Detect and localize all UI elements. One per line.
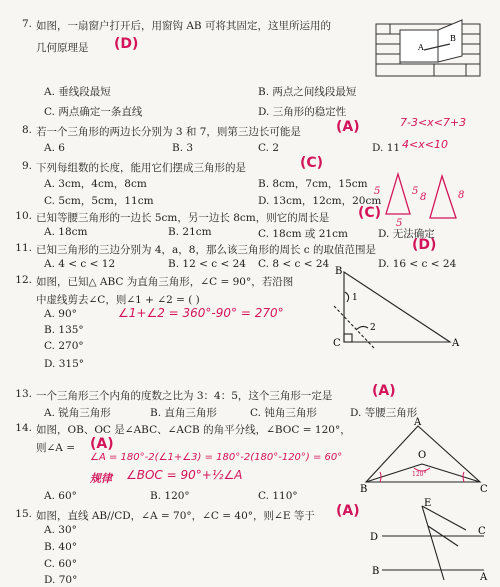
fig-label-c: C	[333, 338, 341, 349]
fig-label-b: B	[335, 266, 343, 277]
fig-label-d: D	[370, 532, 379, 543]
handwritten-note: ∠BOC = 90°+½∠A	[126, 468, 243, 482]
option-a: A. 60°	[44, 490, 77, 502]
fig-label-a: A	[452, 338, 460, 349]
question-number: 9.	[21, 160, 32, 172]
option-d: D. 等腰三角形	[350, 407, 418, 419]
handwritten-note: ∠1+∠2 = 360°-90° = 270°	[118, 306, 284, 320]
question-number: 14.	[15, 422, 32, 434]
fig-label-a: A	[418, 43, 424, 52]
option-c: C. 8 < c < 24	[258, 258, 330, 270]
handwritten-answer: (A)	[90, 436, 114, 452]
question-number: 13.	[15, 388, 32, 400]
fig-label-angle: 120°	[412, 471, 427, 478]
question-number: 7.	[21, 18, 32, 30]
parallel-lines-figure	[368, 500, 492, 584]
handwritten-note: 7-3<x<7+3	[400, 116, 467, 129]
handwritten-answer: (C)	[300, 155, 324, 171]
fig-label-c: C	[480, 484, 488, 495]
question-number: 12.	[15, 274, 32, 286]
question-text: 则∠A =	[36, 442, 76, 454]
option-c: C. 钝角三角形	[250, 407, 317, 419]
sketch-label: 8	[458, 190, 465, 201]
question-text: 已知等腰三角形的一边长 5cm，另一边长 8cm，则它的周长是	[36, 212, 330, 224]
question-text: 几何原理是	[36, 42, 89, 54]
handwritten-answer: (A)	[336, 119, 360, 135]
handwritten-answer: (A)	[372, 383, 396, 399]
sketch-label: 5	[374, 186, 381, 197]
option-d: D. 11	[372, 142, 401, 154]
question-text: 若一个三角形的两边长分别为 3 和 7，则第三边长可能是	[36, 126, 301, 138]
question-number: 10.	[15, 210, 32, 222]
option-d: D. 315°	[44, 358, 85, 370]
option-d: D. 70°	[44, 574, 78, 586]
question-number: 11.	[15, 242, 32, 254]
option-d: D. 无法确定	[378, 228, 435, 240]
question-text: 如图，OB、OC 是∠ABC、∠ACB 的角平分线，∠BOC = 120°，	[36, 424, 351, 436]
question-text: 下列每组数的长度，能用它们摆成三角形的是	[36, 162, 246, 174]
fig-label-a: A	[414, 417, 422, 428]
option-b: B. 两点之间线段最短	[258, 86, 357, 98]
handwritten-answer: (D)	[114, 36, 139, 52]
question-text: 如图，一扇窗户打开后，用窗钩 AB 可将其固定，这里所运用的	[36, 20, 331, 32]
sketch-label: 8	[420, 192, 427, 203]
handwritten-answer: (D)	[412, 237, 437, 253]
option-a: A. 3cm，4cm，8cm	[44, 178, 147, 190]
fig-label-b: B	[372, 566, 380, 577]
option-c: C. 60°	[44, 558, 77, 570]
option-b: B. 40°	[44, 541, 78, 553]
handwritten-note: 4<x<10	[402, 138, 448, 151]
question-text: 如图，已知△ ABC 为直角三角形，∠C = 90°，若沿图	[36, 276, 294, 288]
sketch-label: 5	[412, 186, 419, 197]
option-a: A. 30°	[44, 524, 77, 536]
fig-label-e: E	[424, 498, 432, 509]
option-c: C. 18cm 或 21cm	[258, 228, 348, 240]
fig-label-2: 2	[370, 323, 376, 333]
right-triangle-figure	[330, 266, 490, 352]
window-figure	[370, 10, 490, 82]
question-text: 如图，直线 AB//CD，∠A = 70°，∠C = 40°，则∠E 等于	[36, 510, 315, 522]
option-d: D. 13cm，12cm，20cm	[258, 195, 382, 207]
option-c: C. 两点确定一条直线	[44, 106, 143, 118]
option-b: B. 120°	[150, 490, 190, 502]
option-a: A. 4 < c < 12	[44, 258, 116, 270]
option-d: D. 三角形的稳定性	[258, 106, 347, 118]
question-number: 8.	[21, 124, 32, 136]
sketch-label: 5	[396, 218, 403, 229]
option-c: C. 2	[258, 142, 280, 154]
option-d: D. 16 < c < 24	[378, 258, 457, 270]
option-c: C. 110°	[258, 490, 298, 502]
option-c: C. 270°	[44, 340, 84, 352]
option-a: A. 18cm	[44, 226, 88, 238]
option-b: B. 12 < c < 24	[168, 258, 246, 270]
option-b: B. 8cm，7cm，15cm	[258, 178, 368, 190]
handwritten-note: ∠A = 180°-2(∠1+∠3) = 180°-2(180°-120°) = 60°	[90, 452, 343, 463]
triangle-bisector-figure	[360, 417, 490, 495]
fig-label-o: O	[418, 450, 427, 461]
triangle-sketches	[372, 168, 472, 228]
question-text: 已知三角形的三边分别为 4，a，8，那么该三角形的周长 c 的取值范围是	[36, 244, 377, 256]
question-text: 中虚线剪去∠C，则∠1 + ∠2 = ( )	[36, 294, 200, 306]
option-c: C. 5cm，5cm，11cm	[44, 195, 154, 207]
handwritten-label: 规律	[90, 472, 112, 485]
handwritten-answer: (A)	[336, 503, 360, 519]
fig-label-b: B	[450, 34, 456, 43]
fig-label-1: 1	[352, 293, 358, 303]
option-a: A. 90°	[44, 308, 77, 320]
option-b: B. 3	[172, 142, 194, 154]
option-a: A. 垂线段最短	[44, 86, 111, 98]
fig-label-a: A	[480, 572, 488, 583]
option-b: B. 135°	[44, 324, 84, 336]
handwritten-answer: (C)	[358, 205, 382, 221]
question-text: 一个三角形三个内角的度数之比为 3：4：5，这个三角形一定是	[36, 390, 333, 402]
option-b: B. 21cm	[168, 226, 212, 238]
fig-label-c: C	[478, 526, 486, 537]
option-a: A. 6	[44, 142, 65, 154]
question-number: 15.	[15, 508, 32, 520]
fig-label-b: B	[360, 484, 368, 495]
option-b: B. 直角三角形	[150, 407, 217, 419]
option-a: A. 锐角三角形	[44, 407, 111, 419]
